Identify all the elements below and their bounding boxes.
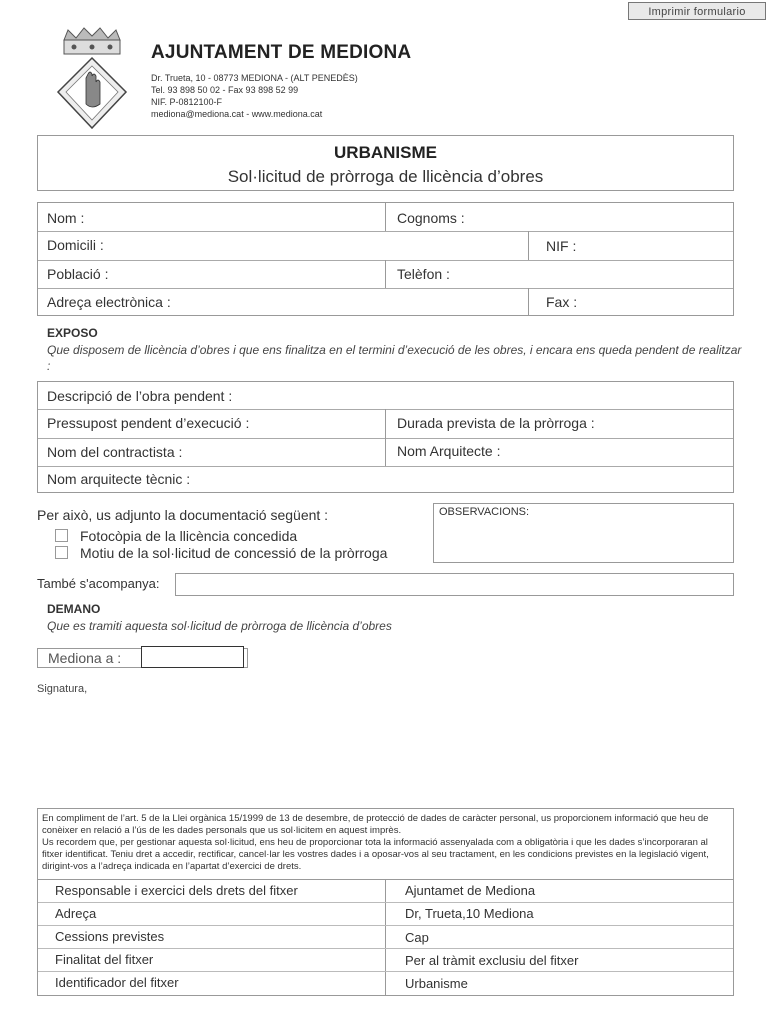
legal-row-value: Urbanisme [405, 976, 468, 991]
obra-data-box [37, 381, 734, 493]
domicili-field[interactable]: Domicili : [47, 237, 104, 253]
form-title-box [37, 135, 734, 191]
legal-row-value: Dr, Trueta,10 Mediona [405, 906, 534, 921]
signatura-label: Signatura, [37, 683, 88, 695]
legal-row-label: Adreça [55, 906, 97, 921]
legal-row-value: Per al tràmit exclusiu del fitxer [405, 953, 579, 968]
legal-row-label: Identificador del fitxer [55, 975, 179, 990]
cognoms-field[interactable]: Cognoms : [397, 210, 465, 226]
org-title: AJUNTAMENT DE MEDIONA [151, 42, 412, 63]
legal-row-value: Cap [405, 930, 429, 945]
legal-box [37, 808, 734, 996]
legal-row-value: Ajuntamet de Mediona [405, 883, 536, 898]
legal-row-label: Responsable i exercici dels drets del fitxer [55, 883, 298, 898]
exposo-label: EXPOSO [47, 326, 98, 340]
mediona-a-label: Mediona a : [48, 650, 122, 666]
docs-intro: Per això, us adjunto la documentació següent : [37, 507, 329, 523]
form-title: URBANISME [334, 143, 437, 162]
contractista-field[interactable]: Nom del contractista : [47, 444, 183, 460]
legal-text-1: En compliment de l’art. 5 de la Llei orgànica 15/1999 de 13 de desembre, de protecció de dades de caràcter personal, us proporcionem informació que heu de conèixer en relació a l’ús de les dades personals que us sol·licitem en aquest imprès. [42, 813, 709, 836]
municipal-crest-logo [54, 26, 130, 134]
legal-text-2: Us recordem que, per gestionar aquesta sol·licitud, ens heu de proporcionar tota la informació assenyalada com a obligatòria i que les dades s’incorporaran al fitxer identificat. Teniu dret a accedir, rectificar, cancel·lar les vostres dades i a oposar-vos al seu tractament, en les condicions previstes en la legislació vigent, dirigint-vos a l’adreça indicada en l’apartat d’exercici de drets. [42, 837, 709, 872]
arquitecte-field[interactable]: Nom Arquitecte : [397, 443, 501, 459]
telefon-field[interactable]: Telèfon : [397, 266, 450, 282]
legal-row-label: Cessions previstes [55, 929, 165, 944]
exposo-text: Que disposem de llicència d’obres i que ens finalitza en el termini d’execució de les obres, i encara ens queda pendent de realitzar : [47, 343, 742, 373]
observacions-label: OBSERVACIONS: [439, 506, 530, 518]
email-field[interactable]: Adreça electrònica : [47, 294, 171, 310]
descripcio-field[interactable]: Descripció de l’obra pendent : [47, 388, 233, 404]
fotocopia-checkbox[interactable] [55, 529, 68, 542]
motiu-label: Motiu de la sol·licitud de concessió de la pròrroga [80, 545, 388, 561]
fotocopia-label: Fotocòpia de la llicència concedida [80, 528, 298, 544]
demano-label: DEMANO [47, 602, 101, 616]
pressupost-field[interactable]: Pressupost pendent d’execució : [47, 415, 250, 431]
org-address: Dr. Trueta, 10 - 08773 MEDIONA - (ALT PENEDÈS) [151, 73, 358, 83]
org-phone: Tel. 93 898 50 02 - Fax 93 898 52 99 [151, 85, 299, 95]
fax-field[interactable]: Fax : [546, 294, 578, 310]
arquitecte-tecnic-field[interactable]: Nom arquitecte tècnic : [47, 471, 191, 487]
legal-row-label: Finalitat del fitxer [55, 952, 154, 967]
demano-text: Que es tramiti aquesta sol·licitud de pròrroga de llicència d’obres [47, 619, 392, 633]
form-subtitle: Sol·licitud de pròrroga de llicència d’obres [227, 167, 544, 186]
poblacio-field[interactable]: Població : [47, 266, 109, 282]
print-form-button[interactable]: Imprimir formulario [628, 2, 766, 20]
date-input[interactable] [141, 646, 244, 668]
org-nif: NIF. P-0812100-F [151, 97, 223, 107]
tambe-label: També s'acompanya: [37, 576, 160, 591]
personal-data-box [37, 202, 734, 316]
org-contact: mediona@mediona.cat - www.mediona.cat [151, 109, 323, 119]
observacions-textarea[interactable] [433, 503, 734, 563]
tambe-input[interactable] [175, 573, 734, 596]
nom-field[interactable]: Nom : [47, 210, 85, 226]
nif-field[interactable]: NIF : [546, 238, 577, 254]
durada-field[interactable]: Durada prevista de la pròrroga : [397, 415, 595, 431]
motiu-checkbox[interactable] [55, 546, 68, 559]
